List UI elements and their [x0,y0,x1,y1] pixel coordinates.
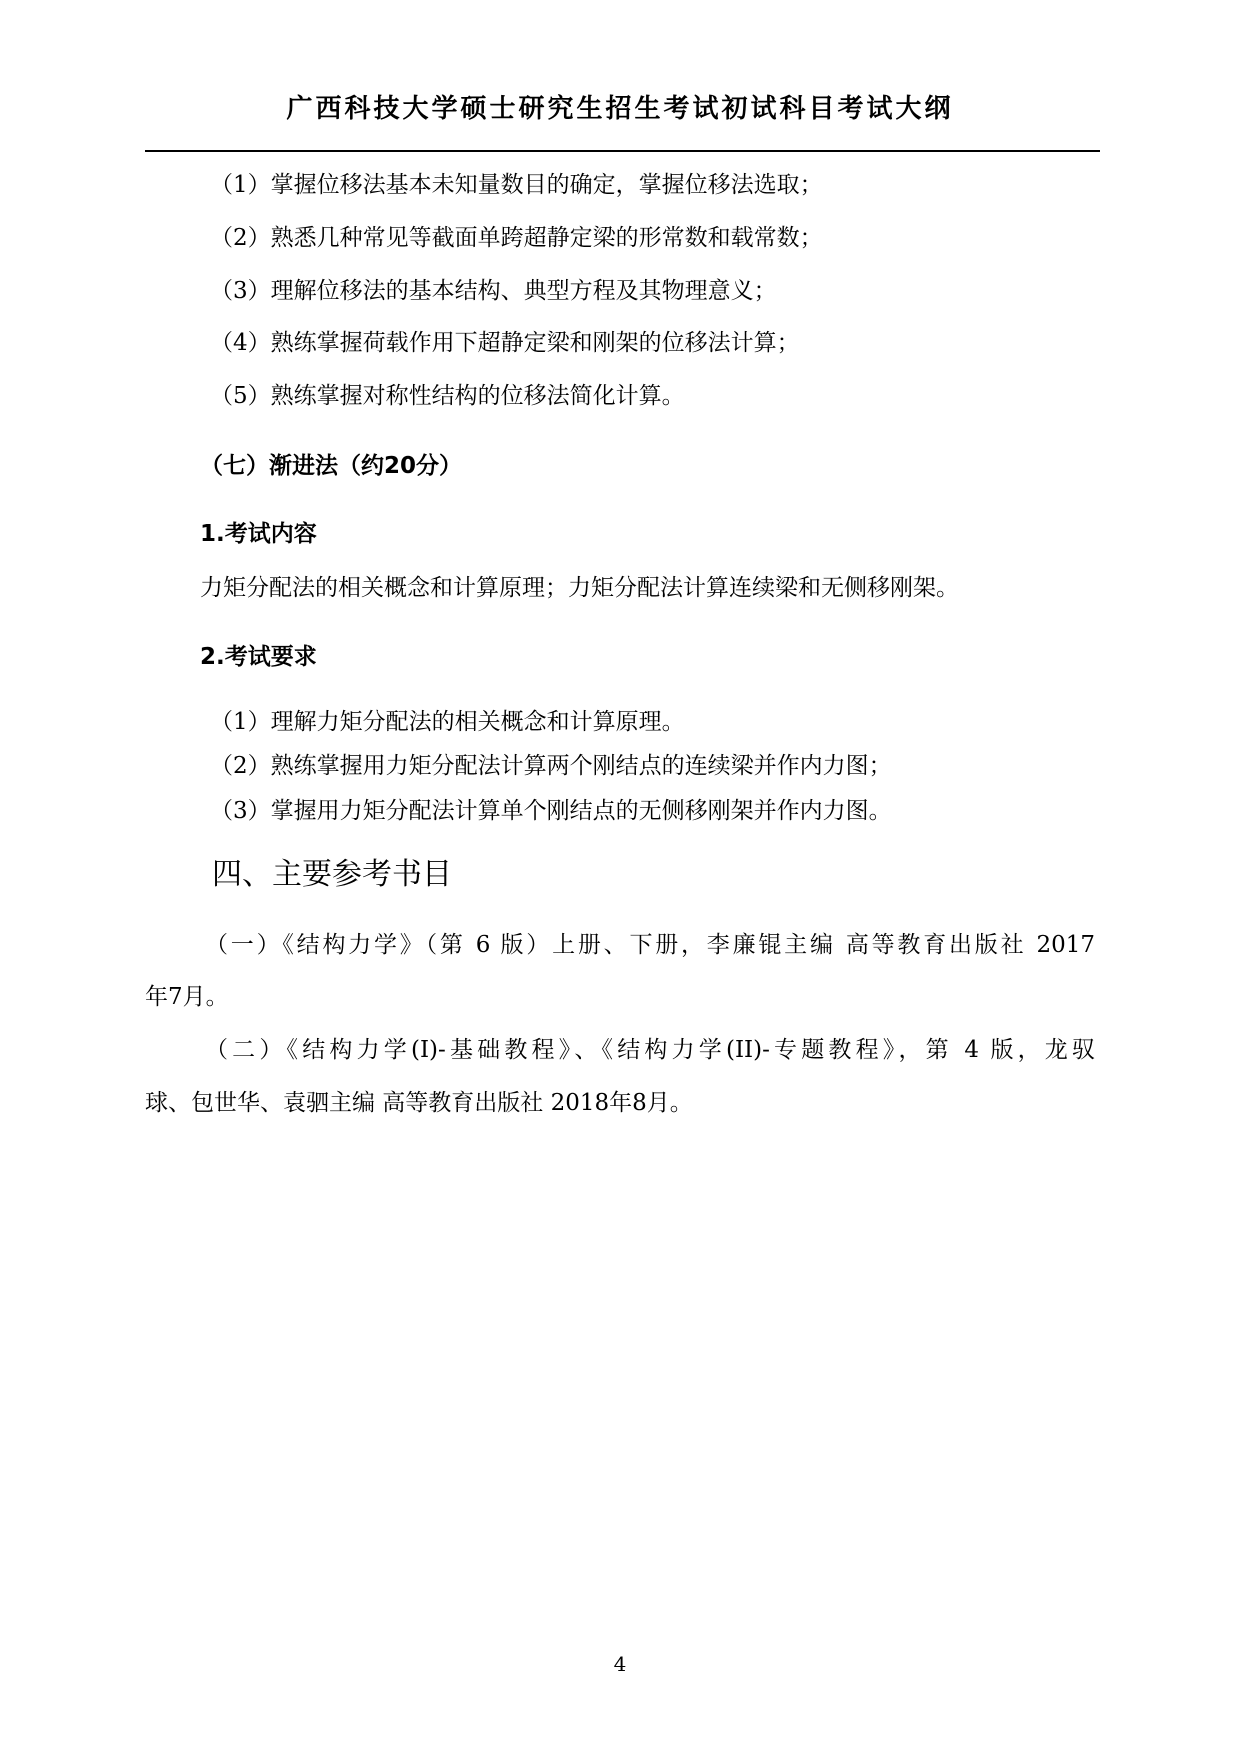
list-item: （2）熟练掌握用力矩分配法计算两个刚结点的连续梁并作内力图； [210,753,892,779]
paragraph: 力矩分配法的相关概念和计算原理；力矩分配法计算连续梁和无侧移刚架。 [200,575,959,601]
subsection-heading: 1.考试内容 [200,521,317,547]
header-divider [145,150,1100,152]
list-item: （3）理解位移法的基本结构、典型方程及其物理意义； [210,278,777,304]
list-item: （4）熟练掌握荷载作用下超静定梁和刚架的位移法计算； [210,330,800,356]
subsection-heading: 2.考试要求 [200,644,317,670]
reference-line: （二）《结构力学(I)-基础教程》、《结构力学(II)-专题教程》，第 4 版，龙驭 [205,1037,1095,1063]
list-item: （2）熟悉几种常见等截面单跨超静定梁的形常数和载常数； [210,225,823,251]
list-item: （5）熟练掌握对称性结构的位移法简化计算。 [210,383,685,409]
list-item: （3）掌握用力矩分配法计算单个刚结点的无侧移刚架并作内力图。 [210,798,892,824]
page-number: 4 [613,1652,627,1676]
reference-line: （一）《结构力学》（第 6 版）上册、下册，李廉锟主编 高等教育出版社 2017 [205,932,1095,958]
reference-line: 球、包世华、袁驷主编 高等教育出版社 2018年8月。 [145,1090,693,1116]
list-item: （1）理解力矩分配法的相关概念和计算原理。 [210,709,685,735]
reference-line: 年7月。 [145,984,229,1010]
section-title: （七）渐进法（约20分） [200,453,463,479]
list-item: （1）掌握位移法基本未知量数目的确定，掌握位移法选取； [210,172,823,198]
page-header-title: 广西科技大学硕士研究生招生考试初试科目考试大纲 [286,94,954,124]
section-heading: 四、主要参考书目 [212,857,452,892]
